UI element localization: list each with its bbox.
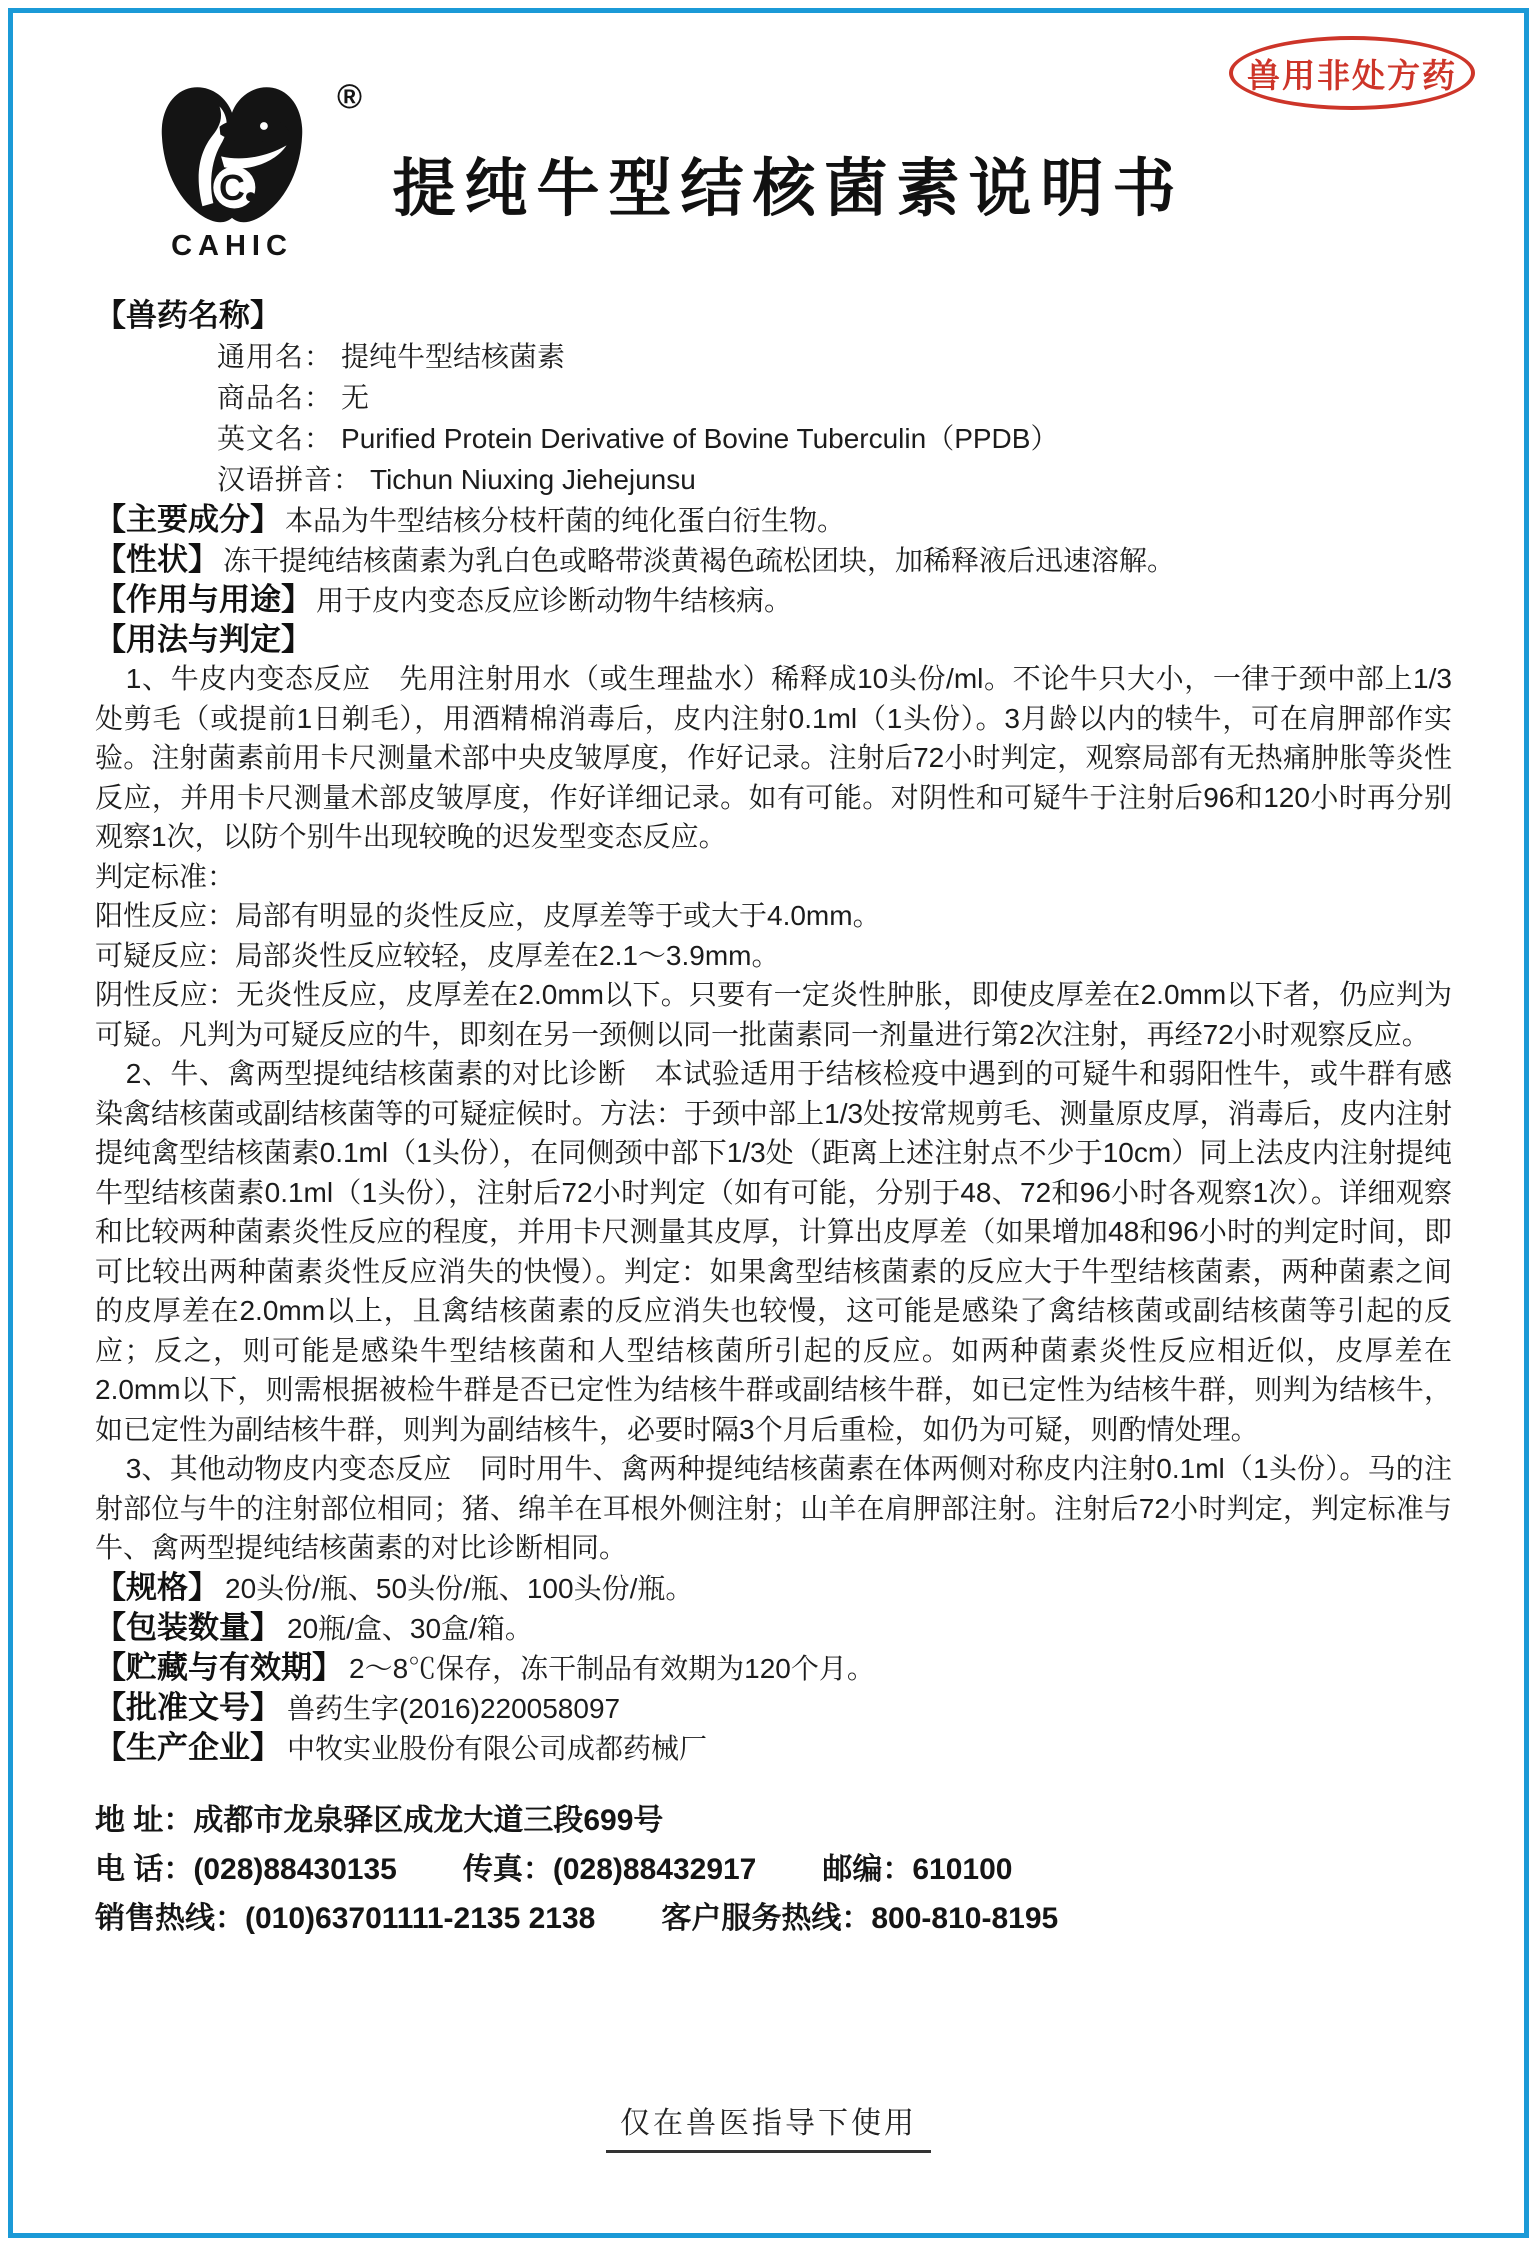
leaflet-body [95,296,1452,1943]
name-row-generic [217,336,1452,377]
contact-phone-line [95,1845,1452,1894]
usage-negative-reaction: 阴性反应：无炎性反应，皮厚差在2.0mm以下。只要有一定炎性肿胀，即使皮厚差在2.0mm以下者，仍应判为可疑。凡判为可疑反应的牛，即刻在另一颈侧以同一批菌素同一剂量进行第2次注射，再经72小时观察反应。 [95,979,1452,1050]
contact-sales-hotline: 销售热线：(010)63701111-2135 2138 [95,1901,596,1935]
contact-address-line [95,1796,1452,1845]
name-row-english [217,418,1452,459]
section-header: 【包装数量】 [95,1609,281,1645]
row-value: 提纯牛型结核菌素 [341,341,566,372]
contact-postcode: 邮编：610100 [822,1852,1013,1886]
drug-name-rows [217,336,1452,500]
row-value: Purified Protein Derivative of Bovine Tuberculin（PPDB） [341,423,1059,454]
section-text: 20瓶/盒、30盒/箱。 [287,1612,533,1644]
section-header: 【生产企业】 [95,1729,281,1765]
section-manufacturer [95,1728,1452,1768]
section-text: 兽药生字(2016)220058097 [287,1692,621,1724]
usage-suspect-reaction: 可疑反应：局部炎性反应较轻，皮厚差在2.1～3.9mm。 [95,939,780,971]
row-label: 汉语拼音： [217,464,363,495]
registered-trademark-icon: ® [336,78,362,116]
section-properties [95,540,1452,580]
contact-phone: 电 话：(028)88430135 [95,1852,397,1886]
section-text: 中牧实业股份有限公司成都药械厂 [287,1732,708,1764]
footer [0,2098,1537,2153]
section-main-ingredient [95,500,1452,540]
contact-block [95,1796,1452,1943]
footer-note: 仅在兽医指导下使用 [606,2098,931,2153]
usage-positive-reaction: 阳性反应：局部有明显的炎性反应，皮厚差等于或大于4.0mm。 [95,900,881,931]
section-header: 【批准文号】 [95,1689,281,1725]
section-text: 用于皮内变态反应诊断动物牛结核病。 [316,585,793,616]
usage-paragraph-1: 1、牛皮内变态反应 先用注射用水（或生理盐水）稀释成10头份/ml。不论牛只大小，一律于颈中部上1/3处剪毛（或提前1日剃毛），用酒精棉消毒后，皮内注射0.1ml（1头份）。3月龄以内的犊牛，可在肩胛部作实验。注射菌素前用卡尺测量术部中央皮皱厚度，作好记录。注射后72小时判定，观察局部有无热痛肿胀等炎性反应，并用卡尺测量术部皮皱厚度，作好详细记录。如有可能。对阴性和可疑牛于注射后96和120小时再分别观察1次，以防个别牛出现较晚的迟发型变态反应。 [95,663,1452,852]
section-text: 冻干提纯结核菌素为乳白色或略带淡黄褐色疏松团块，加稀释液后迅速溶解。 [223,545,1176,576]
contact-hotline-line [95,1894,1452,1943]
contact-address: 地 址：成都市龙泉驿区成龙大道三段699号 [95,1803,664,1837]
row-label: 英文名： [217,423,334,454]
section-header: 【贮藏与有效期】 [95,1649,343,1685]
cahic-label: CAHIC [171,230,293,262]
section-header: 【主要成分】 [95,502,281,537]
contact-service-hotline: 客户服务热线：800-810-8195 [661,1901,1059,1935]
section-text: 2～8℃保存，冻干制品有效期为120个月。 [349,1652,875,1684]
section-drug-name-header: 【兽药名称】 [95,298,281,333]
contact-fax: 传真：(028)88432917 [462,1852,757,1886]
section-approval-number [95,1688,1452,1728]
section-packaging [95,1608,1452,1648]
row-label: 通用名： [217,341,334,372]
section-header: 【性状】 [95,542,219,577]
name-row-pinyin [217,459,1452,500]
section-text: 本品为牛型结核分枝杆菌的纯化蛋白衍生物。 [285,505,846,536]
section-usage-header: 【用法与判定】 [95,622,312,657]
section-header: 【作用与用途】 [95,582,312,617]
usage-criteria-title: 判定标准： [95,860,236,892]
name-row-trade [217,377,1452,418]
row-value: 无 [341,382,370,413]
row-label: 商品名： [217,382,334,413]
section-specification [95,1568,1452,1608]
section-text: 20头份/瓶、50头份/瓶、100头份/瓶。 [225,1572,694,1604]
section-header: 【规格】 [95,1569,219,1605]
row-value: Tichun Niuxing Jiehejunsu [370,464,696,495]
usage-paragraph-3: 3、其他动物皮内变态反应 同时用牛、禽两种提纯结核菌素在体两侧对称皮内注射0.1ml（1头份）。马的注射部位与牛的注射部位相同；猪、绵羊在耳根外侧注射；山羊在肩胛部注射。注射后72小时判定，判定标准与牛、禽两型提纯结核菌素的对比诊断相同。 [95,1453,1452,1563]
svg-text:C: C [219,167,245,208]
usage-paragraph-2: 2、牛、禽两型提纯结核菌素的对比诊断 本试验适用于结核检疫中遇到的可疑牛和弱阳性牛，或牛群有感染禽结核菌或副结核菌等的可疑症候时。方法：于颈中部上1/3处按常规剪毛、测量原皮厚，消毒后，皮内注射提纯禽型结核菌素0.1ml（1头份），在同侧颈中部下1/3处（距离上述注射点不少于10cm）同上法皮内注射提纯牛型结核菌素0.1ml（1头份），注射后72小时判定（如有可能，分别于48、72和96小时各观察1次）。详细观察和比较两种菌素炎性反应的程度，并用卡尺测量其皮厚，计算出皮厚差（如果增加48和96小时的判定时间，即可比较出两种菌素炎性反应消失的快慢）。判定：如果禽型结核菌素的反应大于牛型结核菌素，两种菌素之间的皮厚差在2.0mm以上，且禽结核菌素的反应消失也较慢，这可能是感染了禽结核菌或副结核菌等引起的反应；反之，则可能是感染牛型结核菌和人型结核菌所引起的反应。如两种菌素炎性反应相近似，皮厚差在2.0mm以下，则需根据被检牛群是否已定性为结核牛群或副结核牛群，如已定性为结核牛群，则判为结核牛，如已定性为副结核牛群，则判为副结核牛，必要时隔3个月后重检，如仍为可疑，则酌情处理。 [95,1058,1452,1445]
section-indications [95,580,1452,620]
section-storage [95,1648,1452,1688]
otc-badge [1229,36,1475,110]
otc-badge-label: 兽用非处方药 [1247,55,1457,95]
page-title: 提纯牛型结核菌素说明书 [392,154,1185,224]
